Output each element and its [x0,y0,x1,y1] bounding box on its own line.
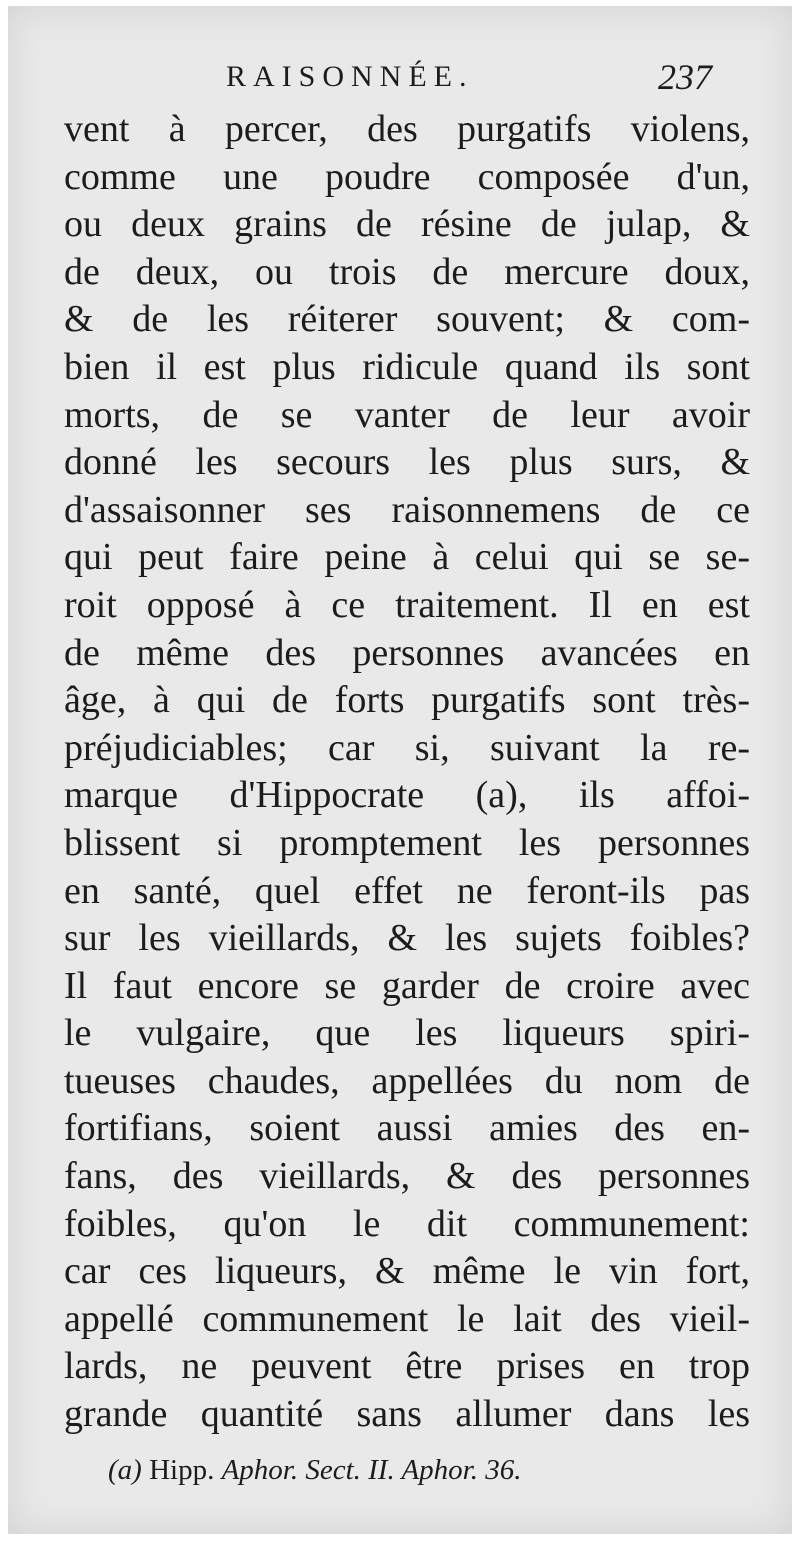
running-head: RAISONNÉE. [226,60,474,93]
text-line: comme une poudre composée d'un, [64,155,750,198]
text-line: sur les vieillards, & les sujets foibles? [64,917,750,960]
footnote-author: Hipp. [149,1454,215,1486]
text-line: fans, des vieillards, & des personnes [64,1155,750,1198]
text-line: de même des personnes avancées en [64,631,750,674]
footnote-marker: (a) [108,1454,142,1486]
text-line: de deux, ou trois de mercure doux, [64,250,750,293]
footnote [108,1454,522,1487]
body-text [64,106,750,1439]
text-line: bien il est plus ridicule quand ils sont [64,345,750,388]
text-line: roit opposé à ce traitement. Il en est [64,583,750,626]
text-line: âge, à qui de forts purgatifs sont très- [64,679,750,722]
text-line: morts, de se vanter de leur avoir [64,393,750,436]
text-line: ou deux grains de résine de julap, & [64,203,750,246]
text-line: marque d'Hippocrate (a), ils affoi- [64,774,750,817]
page-header [8,56,792,100]
text-line: en santé, quel effet ne feront-ils pas [64,869,750,912]
text-line: blissent si promptement les personnes [64,821,750,864]
text-line: Il faut encore se garder de croire avec [64,964,750,1007]
text-line: fortifians, soient aussi amies des en- [64,1107,750,1150]
footnote-reference: Aphor. Sect. II. Aphor. 36. [221,1454,522,1486]
text-line: le vulgaire, que les liqueurs spiri- [64,1012,750,1055]
book-page [8,6,792,1534]
text-line: préjudiciables; car si, suivant la re- [64,726,750,769]
text-line: qui peut faire peine à celui qui se se- [64,536,750,579]
text-line: vent à percer, des purgatifs violens, [64,108,750,150]
page-number: 237 [658,57,712,97]
text-line: car ces liqueurs, & même le vin fort, [64,1250,750,1293]
text-line: grande quantité sans allumer dans les [64,1393,750,1436]
text-line: donné les secours les plus surs, & [64,441,750,484]
text-line: foibles, qu'on le dit communement: [64,1202,750,1245]
text-line: d'assaisonner ses raisonnemens de ce [64,488,750,531]
text-line: lards, ne peuvent être prises en trop [64,1345,750,1388]
text-line: & de les réiterer souvent; & com- [64,298,750,341]
text-line: appellé communement le lait des vieil- [64,1297,750,1340]
text-line: tueuses chaudes, appellées du nom de [64,1059,750,1102]
